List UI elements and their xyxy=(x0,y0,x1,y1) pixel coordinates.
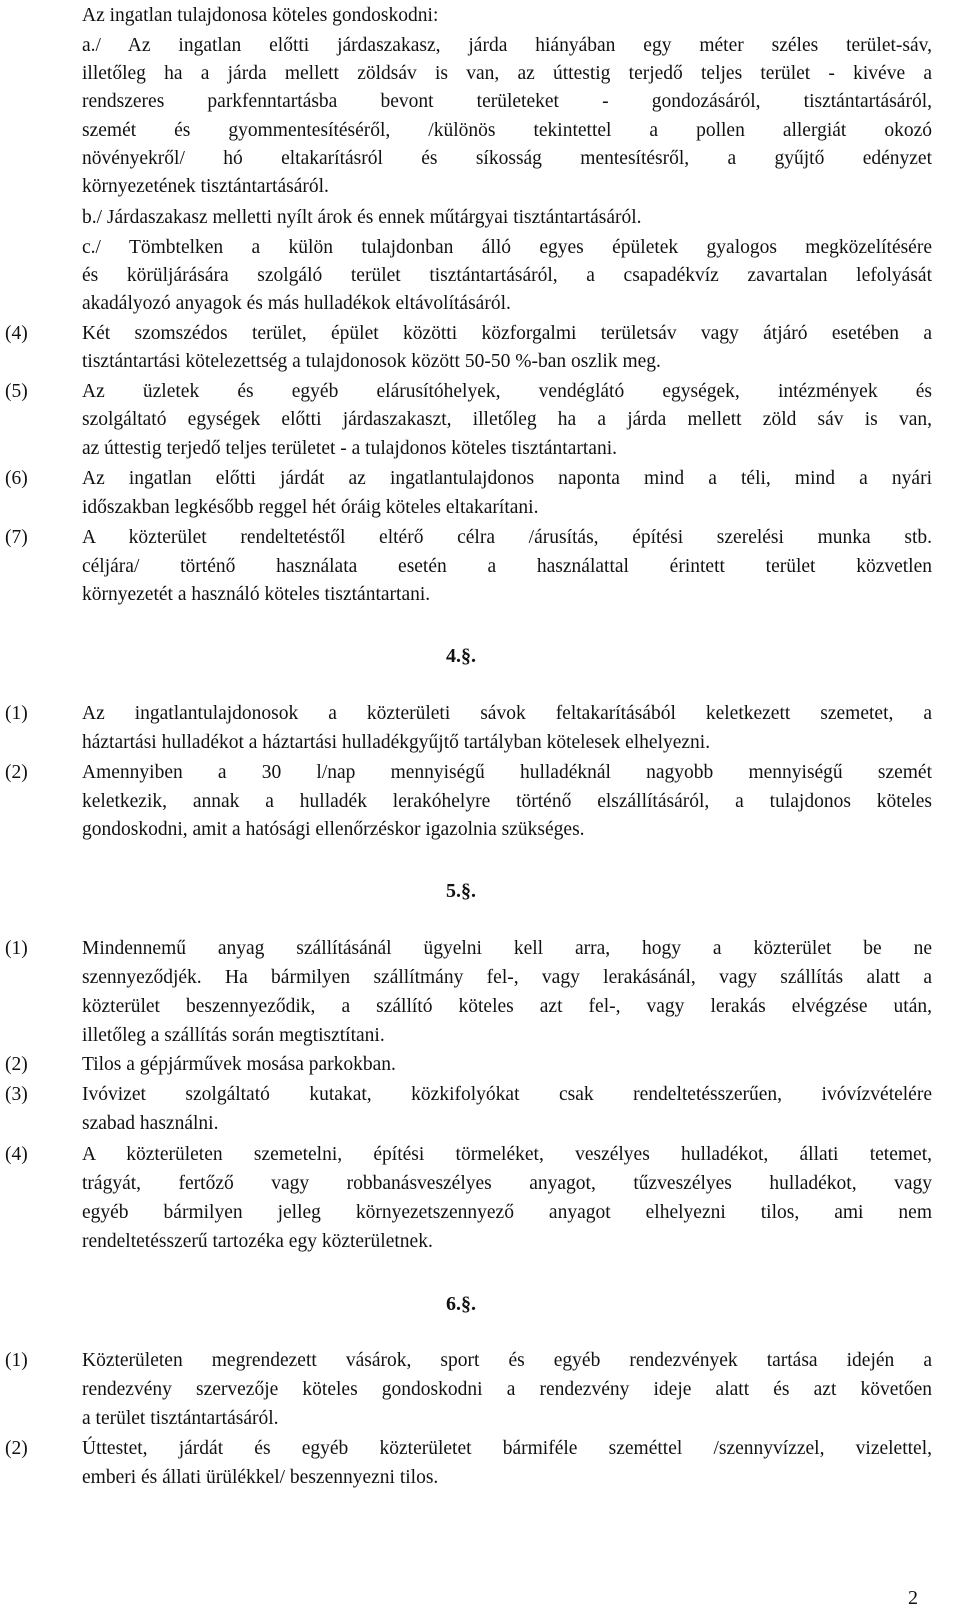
intro-c-line: akadályozó anyagok és más hulladékok eltávolításáról. xyxy=(82,293,511,314)
paragraph-number: (4) xyxy=(5,1144,28,1165)
paragraph-line: trágyát, fertőző vagy robbanásveszélyes anyagot, tűzveszélyes hulladékot, vagy xyxy=(82,1173,932,1194)
intro-b-line: b./ Járdaszakasz melletti nyílt árok és ennek műtárgyai tisztántartásáról. xyxy=(82,207,642,228)
paragraph-line: Mindennemű anyag szállításánál ügyelni kell arra, hogy a közterület be ne xyxy=(82,938,932,959)
paragraph-line: A közterületen szemetelni, építési törmeléket, veszélyes hulladékot, állati tetemet, xyxy=(82,1144,932,1165)
paragraph-line: rendeltetésszerű tartozéka egy közterületnek. xyxy=(82,1231,433,1252)
paragraph-number: (2) xyxy=(5,762,28,783)
paragraph-line: A közterület rendeltetéstől eltérő célra /árusítás, építési szerelési munka stb. xyxy=(82,527,932,548)
paragraph-number: (4) xyxy=(5,323,28,344)
intro-a-line: szemét és gyommentesítéséről, /különös tekintettel a pollen allergiát okozó xyxy=(82,120,932,141)
paragraph-line: háztartási hulladékot a háztartási hulladékgyűjtő tartályban kötelesek elhelyezni. xyxy=(82,732,711,753)
paragraph-line: Az üzletek és egyéb elárusítóhelyek, vendéglátó egységek, intézmények és xyxy=(82,381,932,402)
paragraph-line: céljára/ történő használata esetén a használattal érintett terület közvetlen xyxy=(82,556,932,577)
intro-heading: Az ingatlan tulajdonosa köteles gondoskodni: xyxy=(82,5,439,26)
intro-c-line: és körüljárására szolgáló terület tisztántartásáról, a csapadékvíz zavartalan lefolyását xyxy=(82,265,932,286)
paragraph-line: tisztántartási kötelezettség a tulajdonosok között 50-50 %-ban oszlik meg. xyxy=(82,351,661,372)
paragraph-line: egyéb bármilyen jelleg környezetszennyező anyagot elhelyezni tilos, ami nem xyxy=(82,1202,932,1223)
paragraph-line: Az ingatlan előtti járdát az ingatlantulajdonos naponta mind a téli, mind a nyári xyxy=(82,468,932,489)
paragraph-line: szennyeződjék. Ha bármilyen szállítmány fel-, vagy lerakásánál, vagy szállítás alatt a xyxy=(82,967,932,988)
paragraph-line: Tilos a gépjárművek mosása parkokban. xyxy=(82,1054,396,1075)
paragraph-line: Közterületen megrendezett vásárok, sport és egyéb rendezvények tartása idején a xyxy=(82,1350,932,1371)
paragraph-number: (1) xyxy=(5,1350,28,1371)
paragraph-line: Az ingatlantulajdonosok a közterületi sávok feltakarításából keletkezett szemetet, a xyxy=(82,703,932,724)
paragraph-line: emberi és állati ürülékkel/ beszennyezni tilos. xyxy=(82,1467,439,1488)
intro-c-line: c./ Tömbtelken a külön tulajdonban álló egyes épületek gyalogos megközelítésére xyxy=(82,237,932,258)
paragraph-line: rendezvény szervezője köteles gondoskodni a rendezvény ideje alatt és azt követően xyxy=(82,1379,932,1400)
intro-a-line: a./ Az ingatlan előtti járdaszakasz, járda hiányában egy méter széles terület-sáv, xyxy=(82,35,932,56)
intro-a-line: környezetének tisztántartásáról. xyxy=(82,176,329,197)
paragraph-number: (1) xyxy=(5,703,28,724)
paragraph-line: az úttestig terjedő teljes területet - a tulajdonos köteles tisztántartani. xyxy=(82,438,617,459)
intro-a-line: rendszeres parkfenntartásba bevont területeket - gondozásáról, tisztántartásáról, xyxy=(82,91,932,112)
paragraph-line: időszakban legkésőbb reggel hét óráig köteles eltakarítani. xyxy=(82,497,539,518)
section-title-5: 5.§. xyxy=(446,880,476,902)
page-number: 2 xyxy=(908,1587,918,1609)
paragraph-line: szabad használni. xyxy=(82,1113,219,1134)
paragraph-line: szolgáltató egységek előtti járdaszakaszt, illetőleg ha a járda mellett zöld sáv is van, xyxy=(82,409,932,430)
paragraph-number: (1) xyxy=(5,938,28,959)
paragraph-line: Amennyiben a 30 l/nap mennyiségű hulladéknál nagyobb mennyiségű szemét xyxy=(82,762,932,783)
paragraph-number: (2) xyxy=(5,1438,28,1459)
paragraph-line: közterület beszennyeződik, a szállító köteles azt fel-, vagy lerakás elvégzése után, xyxy=(82,996,932,1017)
paragraph-number: (2) xyxy=(5,1054,28,1075)
paragraph-line: gondoskodni, amit a hatósági ellenőrzéskor igazolnia szükséges. xyxy=(82,819,585,840)
paragraph-line: illetőleg a szállítás során megtisztítani. xyxy=(82,1025,385,1046)
section-title-6: 6.§. xyxy=(446,1293,476,1315)
paragraph-number: (7) xyxy=(5,527,28,548)
section-title-4: 4.§. xyxy=(446,645,476,667)
intro-a-line: növényekről/ hó eltakarításról és síkosság mentesítésről, a gyűjtő edényzet xyxy=(82,148,932,169)
paragraph-number: (5) xyxy=(5,381,28,402)
paragraph-line: Két szomszédos terület, épület közötti közforgalmi területsáv vagy átjáró esetében a xyxy=(82,323,932,344)
paragraph-number: (6) xyxy=(5,468,28,489)
paragraph-line: Ivóvizet szolgáltató kutakat, közkifolyókat csak rendeltetésszerűen, ivóvízvételére xyxy=(82,1084,932,1105)
intro-a-line: illetőleg ha a járda mellett zöldsáv is van, az úttestig terjedő teljes terület - kivéve a xyxy=(82,63,932,84)
paragraph-line: környezetét a használó köteles tisztántartani. xyxy=(82,584,431,605)
paragraph-line: keletkezik, annak a hulladék lerakóhelyre történő elszállításáról, a tulajdonos köteles xyxy=(82,791,932,812)
paragraph-line: a terület tisztántartásáról. xyxy=(82,1408,279,1429)
paragraph-line: Úttestet, járdát és egyéb közterületet bármiféle szeméttel /szennyvízzel, vizelettel, xyxy=(82,1438,932,1459)
paragraph-number: (3) xyxy=(5,1084,28,1105)
